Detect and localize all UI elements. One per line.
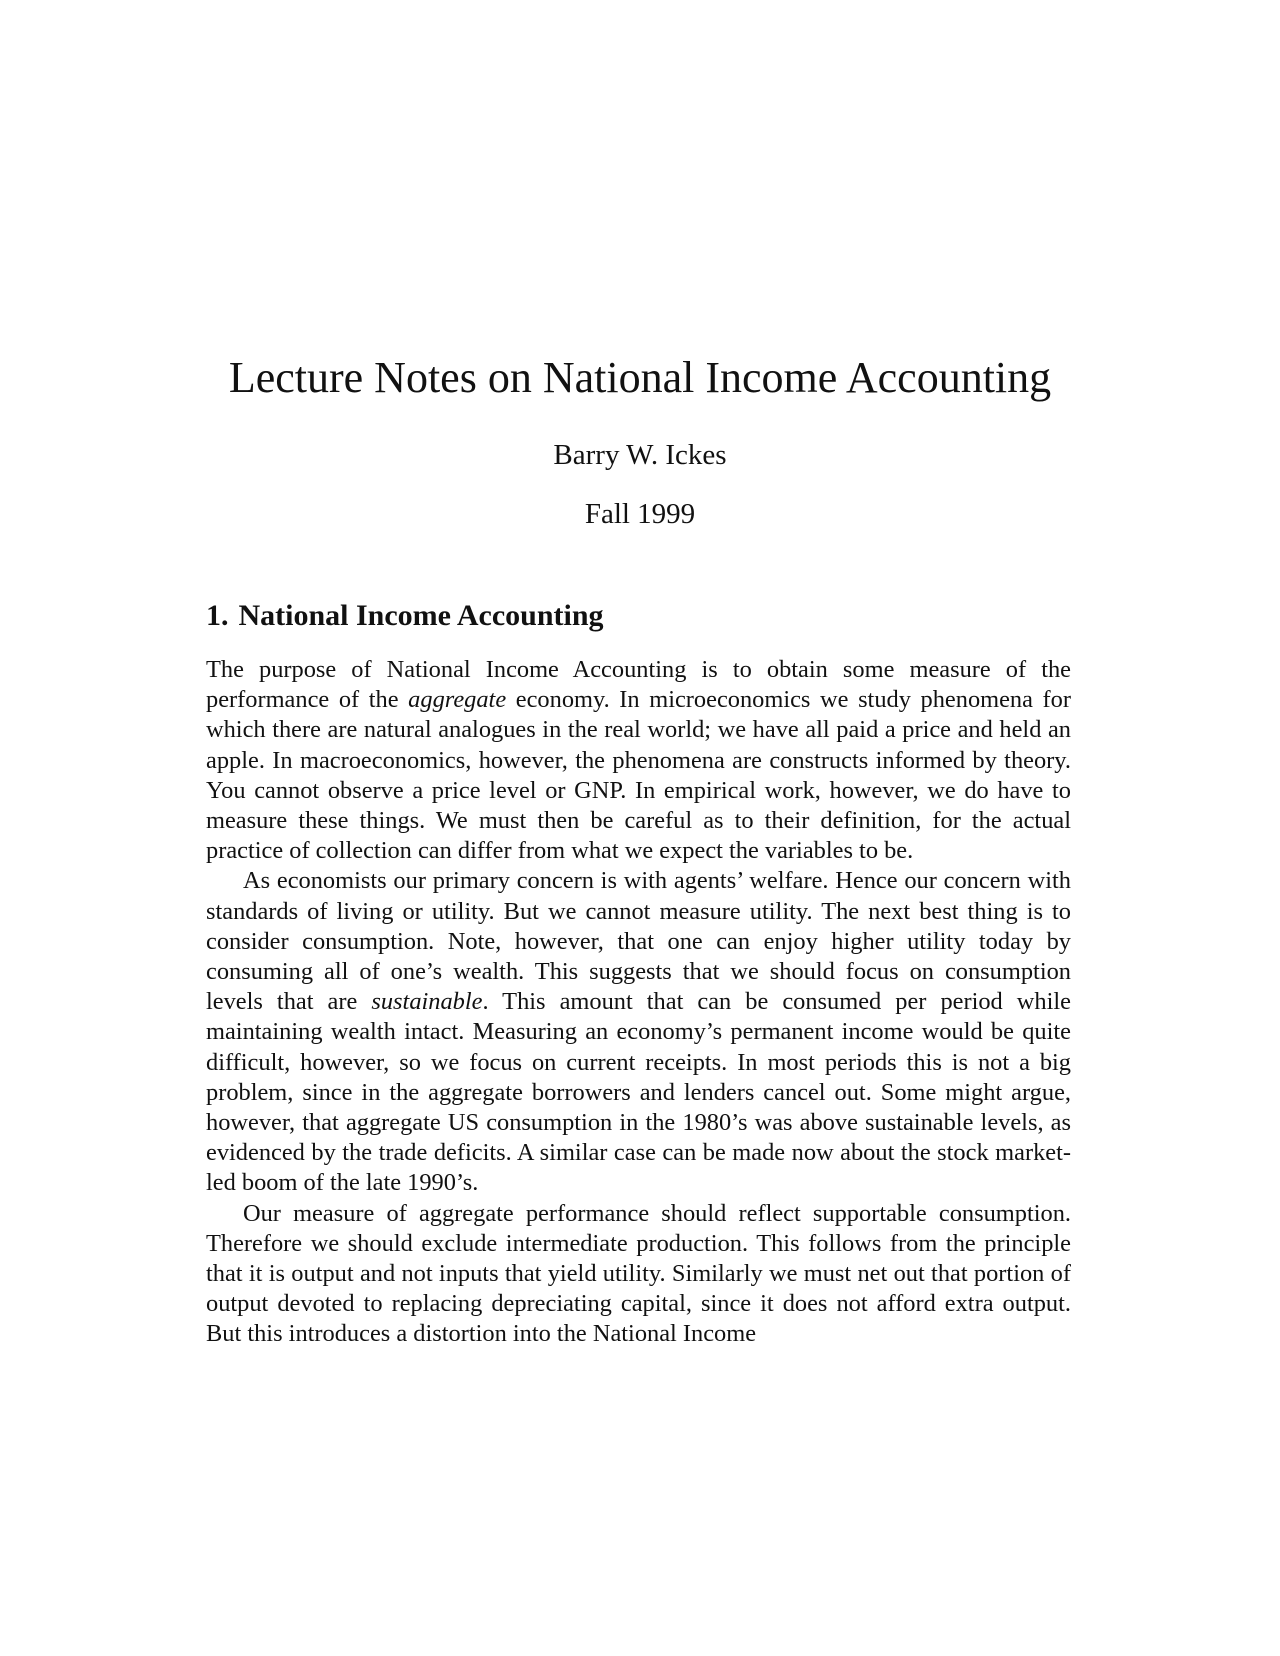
- paragraph-1-text-a: The purpose of National Income Accounting is to obtain some measure of the performance of the: [206, 656, 1071, 714]
- paragraph-3: [206, 1199, 1071, 1350]
- author-name: Barry W. Ickes: [553, 439, 727, 471]
- document-date: Fall 1999: [584, 498, 696, 530]
- section-number: 1.: [206, 599, 229, 632]
- paragraph-1-text-b: economy. In microeconomics we study phenomena for which there are natural analogues in the real world; we have all paid a price and held an apple. In macroeconomics, however, the phenomena are constructs informed by theory. You cannot observe a price level or GNP. In empirical work, however, we do have to measure these things. We must then be careful as to their definition, for the actual practice of collection can differ from what we expect the variables to be.: [206, 686, 1071, 865]
- section-body: [206, 655, 1071, 1350]
- section-heading: [206, 598, 604, 634]
- document-title: Lecture Notes on National Income Accounting: [228, 353, 1052, 402]
- paragraph-2-emphasis: sustainable: [371, 988, 483, 1016]
- paragraph-2-text-b: . This amount that can be consumed per period while maintaining wealth intact. Measuring an economy’s permanent income would be quite difficult, however, so we focus on current receipts. In most periods this is not a big problem, since in the aggregate borrowers and lenders cancel out. Some might argue, however, that aggregate US consumption in the 1980’s was above sustainable levels, as evidenced by the trade deficits. A similar case can be made now about the stock market-led boom of the late 1990’s.: [206, 988, 1071, 1197]
- paragraph-3-text: Our measure of aggregate performance should reflect supportable consumption. Therefore we should exclude intermediate production. This follows from the principle that it is output and not inputs that yield utility. Similarly we must net out that portion of output devoted to replacing depreciating capital, since it does not afford extra output. But this introduces a distortion into the National Income: [206, 1199, 1071, 1348]
- paragraph-2-text-a: As economists our primary concern is with agents’ welfare. Hence our concern with standards of living or utility. But we cannot measure utility. The next best thing is to consider consumption. Note, however, that one can enjoy higher utility today by consuming all of one’s wealth. This suggests that we should focus on consumption levels that are: [206, 867, 1071, 1016]
- paragraph-1-emphasis: aggregate: [408, 686, 507, 714]
- section-title: National Income Accounting: [238, 599, 604, 632]
- paragraph-1: [206, 655, 1071, 866]
- paragraph-2: [206, 866, 1071, 1198]
